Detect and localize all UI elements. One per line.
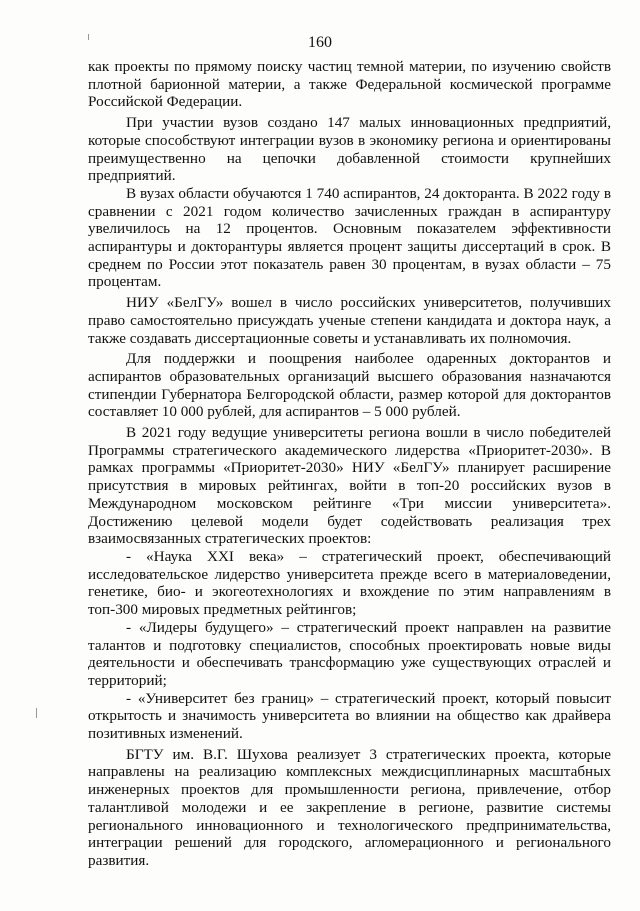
list-item-university-without-borders: - «Университет без границ» – стратегический проект, который повысит открытость и значимость университета во влиянии на общество как драйвера позитивных изменений. [88,689,611,743]
paragraph-continuation: как проекты по прямому поиску частиц темной материи, по изучению свойств плотной барионной материи, а также Федеральной космической программе Российской Федерации. [88,58,611,111]
paragraph-priority-2030: В 2021 году ведущие университеты региона вошли в число победителей Программы стратегического академического лидерства «Приоритет-2030». В рамках программы «Приоритет-2030» НИУ «БелГУ» планирует расширение присутствия в мировых рейтингах, войти в топ-20 российских вузов в Международном московском рейтинге «Три миссии университета». Достижению целевой модели будет содействовать реализация трех взаимосвязанных стратегических проектов: [88,424,611,548]
paragraph-belgu-degrees: НИУ «БелГУ» вошел в число российских университетов, получивших право самостоятельно присуждать ученые степени кандидата и доктора наук, а также создавать диссертационные советы и устанавливать их полномочия. [88,294,611,347]
list-item-future-leaders: - «Лидеры будущего» – стратегический проект направлен на развитие талантов и подготовку специалистов, способных проектировать новые виды деятельности и обеспечивать трансформацию уже существующих отраслей и территорий; [88,618,611,689]
paragraph-innovative-enterprises: При участии вузов создано 147 малых инновационных предприятий, которые способствуют интеграции вузов в экономику региона и ориентированы преимущественно на цепочки добавленной стоимости крупнейших предприятий. [88,114,611,185]
page-number: 160 [308,34,332,51]
body-text [88,58,611,870]
scan-mark [88,34,89,40]
paragraph-bstu-shukhov: БГТУ им. В.Г. Шухова реализует 3 стратегических проекта, которые направлены на реализацию комплексных междисциплинарных масштабных инженерных проектов для промышленности региона, привлечение, отбор талантливой молодежи и ее закрепление в регионе, развитие системы регионального инновационного и технологического предпринимательства, интеграции решений для городского, агломерационного и регионального развития. [88,745,611,869]
scan-mark [36,708,37,718]
paragraph-scholarships: Для поддержки и поощрения наиболее одаренных докторантов и аспирантов образовательных организаций высшего образования назначаются стипендии Губернатора Белгородской области, размер которой для докторантов составляет 10 000 рублей, для аспирантов – 5 000 рублей. [88,350,611,421]
list-item-science-xxi: - «Наука XXI века» – стратегический проект, обеспечивающий исследовательское лидерство университета прежде всего в материаловедении, генетике, био- и экогеотехнологиях и вхождение по этим направлениям в топ-300 мировых предметных рейтингов; [88,547,611,619]
paragraph-postgraduates: В вузах области обучаются 1 740 аспирантов, 24 докторанта. В 2022 году в сравнении с 2021 годом количество зачисленных граждан в аспирантуру увеличилось на 12 процентов. Основным показателем эффективности аспирантуры и докторантуры является процент защиты диссертаций в срок. В среднем по России этот показатель равен 30 процентам, в вузах области – 75 процентам. [88,184,611,291]
